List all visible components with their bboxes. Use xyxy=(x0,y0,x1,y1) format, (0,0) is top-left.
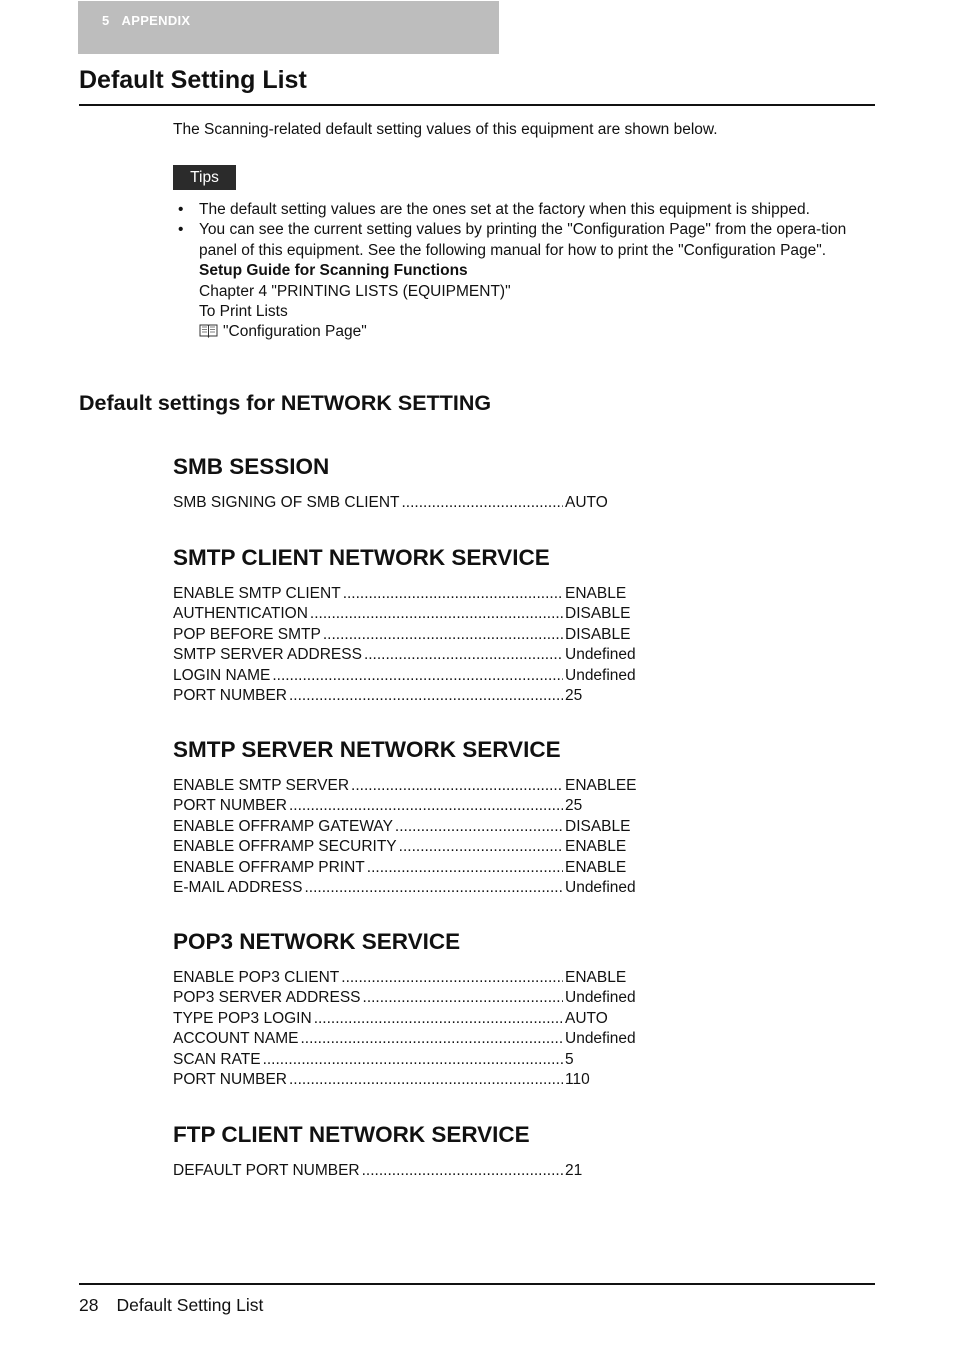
leader-dots xyxy=(300,1029,563,1049)
setting-value: Undefined xyxy=(565,646,636,664)
tip-item xyxy=(173,200,873,220)
setting-label: TYPE POP3 LOGIN xyxy=(173,1009,312,1027)
group-title: FTP CLIENT NETWORK SERVICE xyxy=(173,1122,530,1147)
chapter-header-band xyxy=(78,1,499,54)
intro-text: The Scanning-related default setting values of this equipment are shown below. xyxy=(173,121,718,138)
tips-badge: Tips xyxy=(173,165,236,190)
group-title: SMTP SERVER NETWORK SERVICE xyxy=(173,737,561,762)
setting-label: PORT NUMBER xyxy=(173,797,287,815)
leader-dots xyxy=(343,584,563,604)
leader-dots xyxy=(341,968,563,988)
setting-row xyxy=(173,1029,643,1049)
settings-group-pop3 xyxy=(173,928,873,1090)
setting-value: AUTO xyxy=(565,494,608,511)
setting-label: ENABLE OFFRAMP PRINT xyxy=(173,858,365,876)
setting-row xyxy=(173,1161,643,1181)
settings-group-smtp-server xyxy=(173,736,873,898)
setting-value: ENABLE xyxy=(565,858,627,876)
setting-label: ACCOUNT NAME xyxy=(173,1030,299,1048)
reference-section: To Print Lists xyxy=(199,303,288,321)
setting-row xyxy=(173,796,643,816)
group-title: POP3 NETWORK SERVICE xyxy=(173,929,461,954)
leader-dots xyxy=(395,817,563,837)
leader-dots xyxy=(364,645,563,665)
page-number: 28 xyxy=(79,1295,99,1315)
footer-divider xyxy=(79,1283,875,1285)
reference-page: "Configuration Page" xyxy=(223,323,367,341)
setting-label: LOGIN NAME xyxy=(173,666,271,684)
setting-label: E-MAIL ADDRESS xyxy=(173,879,303,897)
setting-row xyxy=(173,817,643,837)
setting-value: ENABLE xyxy=(565,969,627,986)
setting-label: AUTHENTICATION xyxy=(173,605,308,623)
leader-dots xyxy=(305,878,564,898)
reference-chapter: Chapter 4 "PRINTING LISTS (EQUIPMENT)" xyxy=(199,282,511,300)
setting-value: AUTO xyxy=(565,1009,608,1027)
setting-label: ENABLE POP3 CLIENT xyxy=(173,969,340,986)
tip-text: The default setting values are the ones set at the factory when this equipment is shipped. xyxy=(199,201,810,218)
setting-row xyxy=(173,858,643,878)
setting-row xyxy=(173,493,643,513)
leader-dots xyxy=(272,666,563,686)
chapter-label xyxy=(102,13,190,28)
setting-value: 5 xyxy=(565,1050,574,1068)
setting-row xyxy=(173,1050,643,1070)
setting-value: ENABLE xyxy=(565,585,627,602)
setting-value: 110 xyxy=(565,1071,590,1089)
setting-row xyxy=(173,878,643,898)
setting-row xyxy=(173,645,643,665)
setting-row xyxy=(173,584,643,604)
setting-label: PORT NUMBER xyxy=(173,1071,287,1089)
section-heading: Default settings for NETWORK SETTING xyxy=(79,391,492,415)
setting-value: Undefined xyxy=(565,1030,636,1048)
setting-row xyxy=(173,604,643,624)
title-divider xyxy=(79,104,875,106)
page-title: Default Setting List xyxy=(79,66,307,94)
group-title: SMTP CLIENT NETWORK SERVICE xyxy=(173,545,550,570)
setting-label: PORT NUMBER xyxy=(173,687,287,705)
settings-group-smtp-client xyxy=(173,544,873,706)
leader-dots xyxy=(323,625,563,645)
footer-title: Default Setting List xyxy=(116,1295,264,1315)
setting-value: ENABLE xyxy=(565,838,627,856)
setting-row xyxy=(173,1070,643,1090)
book-icon xyxy=(199,323,218,344)
setting-value: Undefined xyxy=(565,666,636,684)
settings-group-smb-session xyxy=(173,453,873,513)
setting-row xyxy=(173,686,643,706)
leader-dots xyxy=(363,988,563,1008)
setting-row xyxy=(173,625,643,645)
chapter-name: APPENDIX xyxy=(121,13,191,28)
group-title: SMB SESSION xyxy=(173,454,330,479)
leader-dots xyxy=(314,1009,563,1029)
setting-label: ENABLE OFFRAMP GATEWAY xyxy=(173,817,393,835)
setting-label: ENABLE OFFRAMP SECURITY xyxy=(173,838,397,856)
setting-value: DISABLE xyxy=(565,625,631,643)
setting-label: SCAN RATE xyxy=(173,1050,261,1068)
setting-row xyxy=(173,988,643,1008)
tip-text: You can see the current setting values by printing the "Configuration Page" from the opera-tion panel of this equipment. See the following manual for how to print the "Configuration Page". xyxy=(199,221,847,259)
tip-item xyxy=(173,220,873,344)
setting-row xyxy=(173,776,643,796)
setting-value: DISABLE xyxy=(565,817,631,835)
setting-row xyxy=(173,837,643,857)
leader-dots xyxy=(367,858,563,878)
leader-dots xyxy=(289,686,563,706)
setting-value: ENABLEE xyxy=(565,777,637,794)
setting-label: SMTP SERVER ADDRESS xyxy=(173,646,362,664)
setting-value: Undefined xyxy=(565,879,636,897)
leader-dots xyxy=(263,1050,563,1070)
settings-group-ftp-client xyxy=(173,1121,873,1181)
leader-dots xyxy=(289,796,563,816)
setting-value: 21 xyxy=(565,1162,583,1179)
setting-row xyxy=(173,1009,643,1029)
setting-label: ENABLE SMTP SERVER xyxy=(173,777,350,794)
leader-dots xyxy=(399,837,563,857)
setting-value: DISABLE xyxy=(565,605,631,623)
reference-manual: Setup Guide for Scanning Functions xyxy=(199,262,468,280)
setting-label: SMB SIGNING OF SMB CLIENT xyxy=(173,494,400,511)
setting-label: DEFAULT PORT NUMBER xyxy=(173,1162,360,1179)
setting-row xyxy=(173,666,643,686)
tips-list xyxy=(173,200,873,345)
setting-value: 25 xyxy=(565,797,583,815)
setting-value: 25 xyxy=(565,687,583,705)
page-footer xyxy=(79,1295,263,1316)
leader-dots xyxy=(402,493,564,513)
leader-dots xyxy=(351,776,563,796)
chapter-number: 5 xyxy=(102,13,110,28)
setting-label: ENABLE SMTP CLIENT xyxy=(173,585,341,602)
leader-dots xyxy=(362,1161,563,1181)
setting-row xyxy=(173,968,643,988)
setting-value: Undefined xyxy=(565,989,636,1007)
setting-label: POP BEFORE SMTP xyxy=(173,625,321,643)
leader-dots xyxy=(310,604,563,624)
leader-dots xyxy=(289,1070,563,1090)
setting-label: POP3 SERVER ADDRESS xyxy=(173,989,361,1007)
